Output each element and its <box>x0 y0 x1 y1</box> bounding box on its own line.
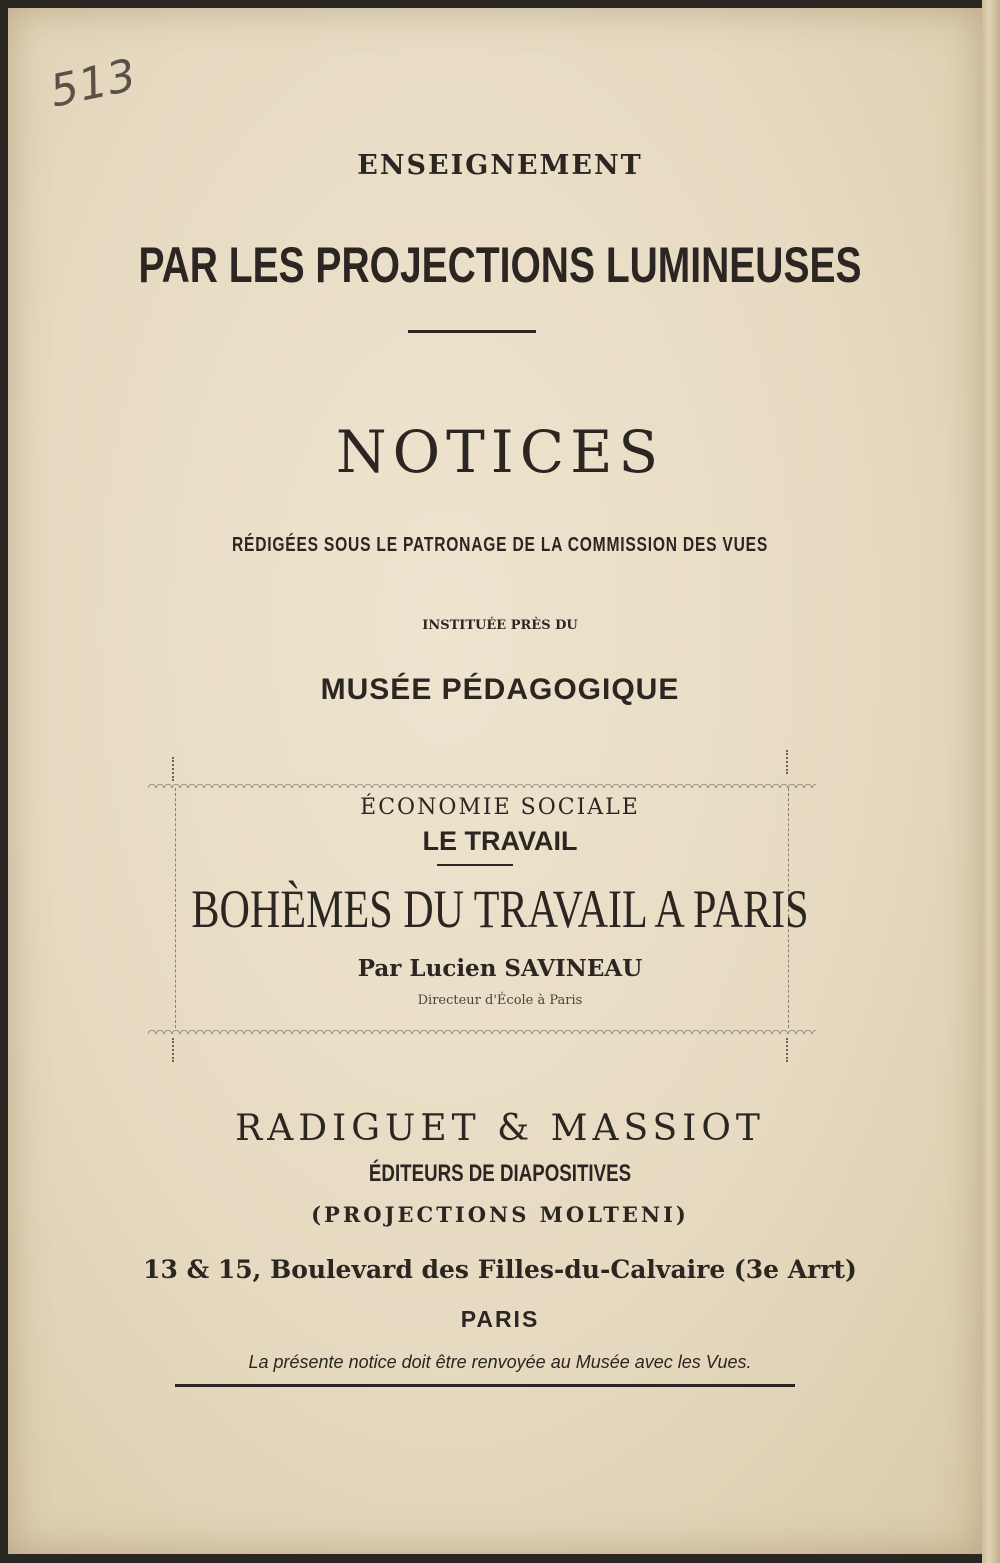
frame-author: Par Lucien SAVINEAU <box>357 955 643 982</box>
frame-theme: LE TRAVAIL <box>422 826 578 856</box>
frame-title: BOHÈMES DU TRAVAIL A PARIS <box>191 879 809 939</box>
header-rule <box>408 330 536 333</box>
header-line-2: PAR LES PROJECTIONS LUMINEUSES <box>138 237 862 293</box>
handwritten-number: 513 <box>45 49 142 118</box>
publisher-city: PARIS <box>460 1306 540 1332</box>
frame-author-role: Directeur d'École à Paris <box>417 993 583 1008</box>
publisher-trade: ÉDITEURS DE DIAPOSITIVES <box>368 1160 632 1187</box>
publisher-brand: (PROJECTIONS MOLTENI) <box>311 1202 689 1227</box>
frame-corner-mark <box>786 750 790 774</box>
frame-corner-mark <box>172 1038 176 1062</box>
notices-title: NOTICES <box>335 418 665 486</box>
frame-corner-mark <box>786 1038 790 1062</box>
publisher-address: 13 & 15, Boulevard des Filles-du-Calvaire (3e Arrt) <box>143 1255 857 1284</box>
frame-rule <box>437 864 513 866</box>
publisher-name: RADIGUET & MASSIOT <box>235 1108 765 1149</box>
instituted-line: INSTITUÉE PRÈS DU <box>422 618 578 633</box>
bottom-rule <box>175 1384 795 1387</box>
museum-name: MUSÉE PÉDAGOGIQUE <box>320 673 680 706</box>
frame-top-border <box>148 780 816 788</box>
return-notice: La présente notice doit être renvoyée au Musée avec les Vues. <box>248 1352 752 1372</box>
frame-category: ÉCONOMIE SOCIALE <box>360 795 640 820</box>
header-line-1: ENSEIGNEMENT <box>357 150 643 181</box>
frame-corner-mark <box>172 757 176 781</box>
notices-subtitle: RÉDIGÉES SOUS LE PATRONAGE DE LA COMMISSION DES VUES <box>231 534 769 556</box>
